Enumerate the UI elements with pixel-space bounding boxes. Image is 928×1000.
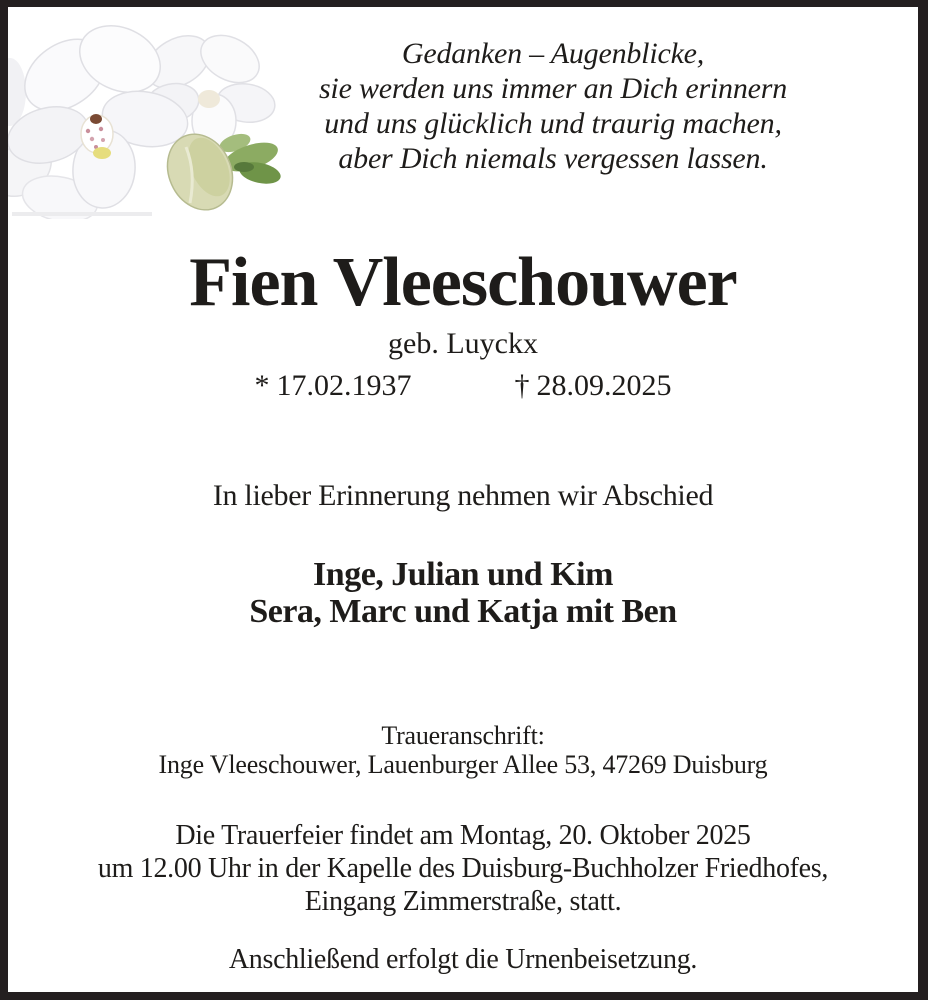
mourners-line: Sera, Marc und Katja mit Ben: [249, 593, 677, 630]
closing-line: Anschließend erfolgt die Urnenbeisetzung.: [228, 944, 698, 975]
mourners-line: Inge, Julian und Kim: [313, 556, 613, 593]
death-date: [515, 368, 672, 404]
poem-line: und uns glücklich und traurig machen,: [324, 107, 782, 140]
poem-line: aber Dich niemals vergessen lassen.: [338, 142, 768, 175]
mourning-address: [8, 721, 918, 779]
memorial-poem: [188, 36, 918, 176]
death-date-value: 28.09.2025: [536, 369, 672, 402]
funeral-service-info: [8, 819, 918, 918]
maiden-name: geb. Luyckx: [388, 327, 538, 360]
death-cross-symbol: †: [514, 369, 530, 402]
service-line: Die Trauerfeier findet am Montag, 20. Oktober 2025: [175, 820, 751, 851]
life-dates: [8, 368, 918, 404]
birth-date: [255, 368, 412, 404]
deceased-name: Fien Vleeschouwer: [189, 244, 737, 321]
birth-star-symbol: *: [254, 369, 270, 402]
address-value: Inge Vleeschouwer, Lauenburger Allee 53, 47269 Duisburg: [158, 750, 768, 779]
birth-date-value: 17.02.1937: [276, 369, 412, 402]
service-line: Eingang Zimmerstraße, statt.: [304, 886, 622, 917]
poem-line: sie werden uns immer an Dich erinnern: [318, 72, 788, 105]
farewell-line: In lieber Erinnerung nehmen wir Abschied: [212, 479, 714, 512]
address-label: Traueranschrift:: [381, 721, 545, 750]
mourners: [8, 556, 918, 630]
poem-line: Gedanken – Augenblicke,: [401, 37, 705, 70]
service-line: um 12.00 Uhr in der Kapelle des Duisburg-Buchholzer Friedhofes,: [97, 853, 829, 884]
